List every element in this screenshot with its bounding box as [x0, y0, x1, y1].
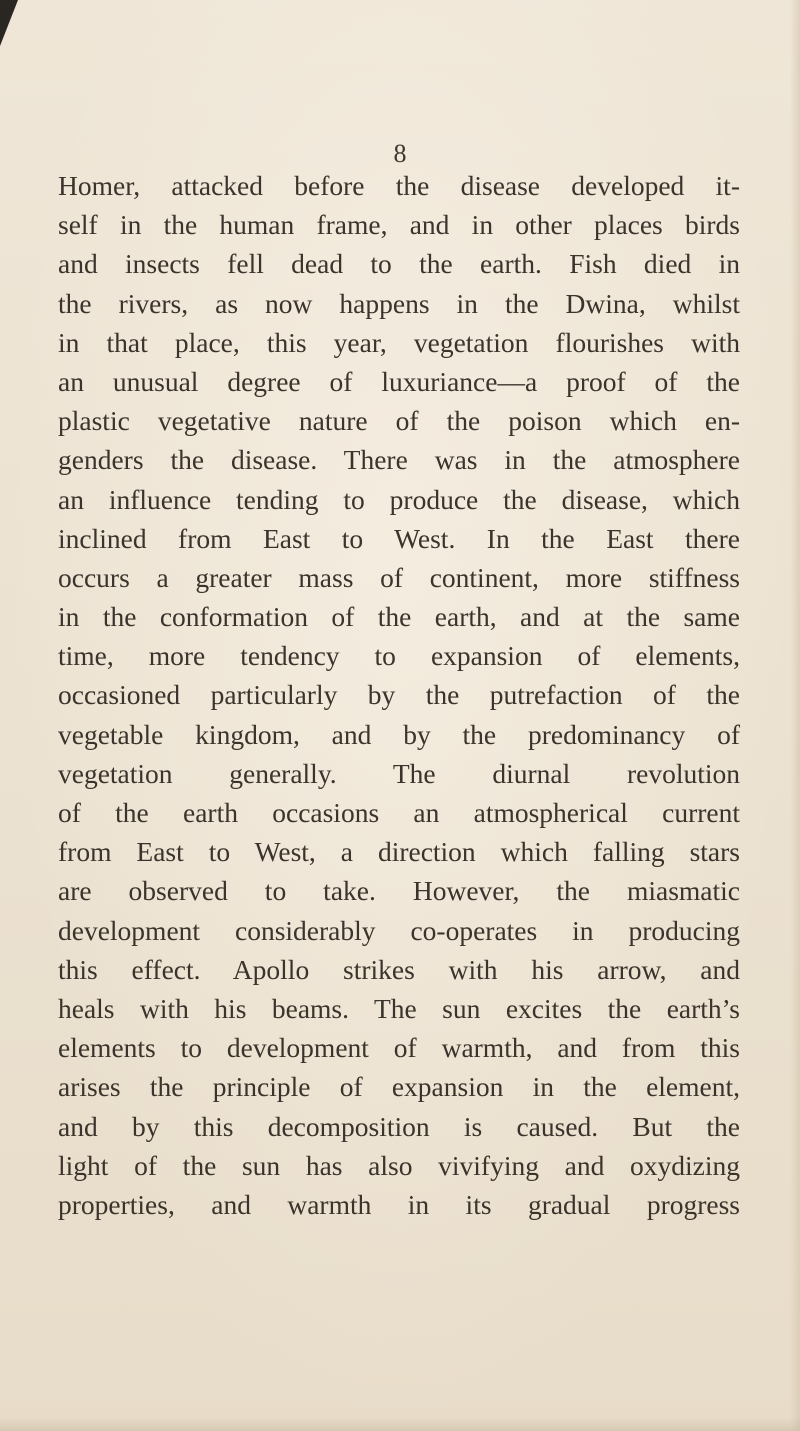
page-corner-shadow: [0, 0, 18, 46]
text-line: vegetation generally. The diurnal revolution: [58, 757, 740, 789]
text-line: properties, and warmth in its gradual progress: [58, 1188, 740, 1220]
text-line: vegetable kingdom, and by the predominancy of: [58, 718, 740, 750]
text-line: of the earth occasions an atmospherical current: [58, 797, 740, 828]
page-number: 8: [393, 139, 407, 168]
text-line: development considerably co-operates in producing: [58, 914, 740, 946]
text-line: are observed to take. However, the miasmatic: [58, 875, 740, 907]
text-line: elements to development of warmth, and from this: [58, 1032, 740, 1064]
text-line: occasioned particularly by the putrefaction of the: [58, 679, 740, 711]
body-text: [58, 166, 740, 1224]
text-line: from East to West, a direction which falling stars: [58, 836, 740, 868]
page-edge: [790, 0, 800, 1431]
text-line: and insects fell dead to the earth. Fish died in: [58, 248, 740, 280]
page-bottom-edge: [0, 1417, 800, 1431]
text-line: heals with his beams. The sun excites the earth’s: [58, 992, 740, 1024]
text-line: Homer, attacked before the disease developed it-: [58, 170, 740, 201]
text-line: the rivers, as now happens in the Dwina, whilst: [58, 287, 740, 319]
text-line: and by this decomposition is caused. But the: [58, 1110, 740, 1142]
text-line: inclined from East to West. In the East there: [58, 522, 740, 554]
text-line: occurs a greater mass of continent, more stiffness: [58, 561, 740, 593]
text-line: this effect. Apollo strikes with his arrow, and: [58, 953, 740, 985]
text-line: an influence tending to produce the disease, which: [58, 483, 740, 515]
text-line: self in the human frame, and in other places birds: [58, 209, 740, 241]
text-line: plastic vegetative nature of the poison which en-: [58, 405, 740, 437]
text-line: in that place, this year, vegetation flourishes with: [58, 326, 740, 358]
text-line: light of the sun has also vivifying and oxydizing: [58, 1149, 740, 1181]
text-line: in the conformation of the earth, and at the same: [58, 601, 740, 633]
text-line: arises the principle of expansion in the element,: [58, 1071, 740, 1103]
text-line: an unusual degree of luxuriance—a proof of the: [58, 365, 740, 397]
text-line: time, more tendency to expansion of elements,: [58, 640, 740, 672]
text-line: genders the disease. There was in the atmosphere: [58, 444, 740, 476]
